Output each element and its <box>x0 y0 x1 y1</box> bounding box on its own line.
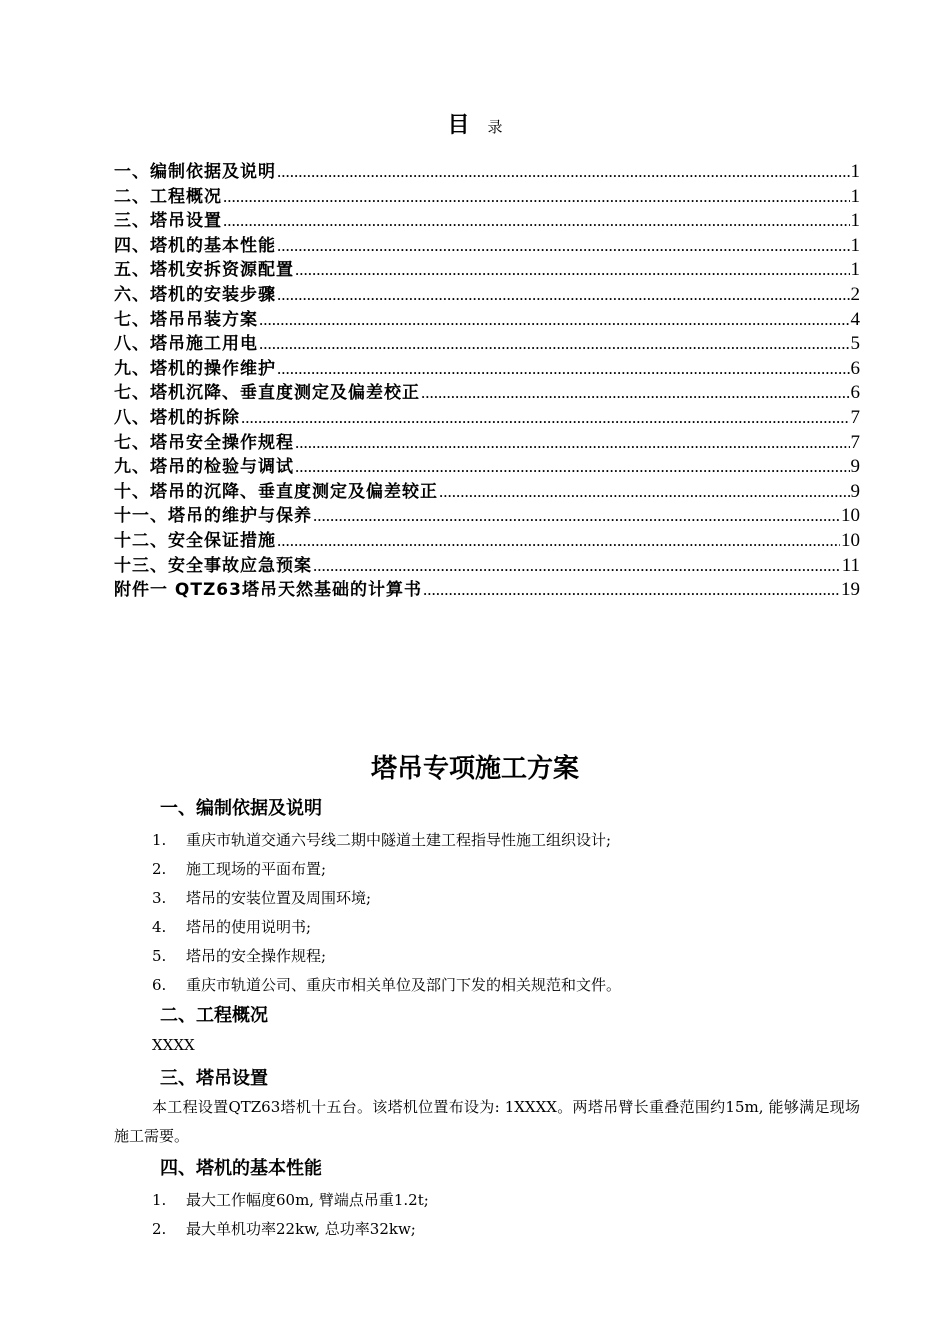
toc-heading <box>0 108 950 139</box>
list-item-number: 1. <box>152 1191 167 1209</box>
list-item <box>152 974 621 995</box>
list-item <box>152 887 371 908</box>
list-item-number: 3. <box>152 889 167 907</box>
overview-text: XXXX <box>152 1036 195 1054</box>
toc-leader-dots <box>439 480 850 505</box>
toc-entry[interactable] <box>114 406 860 431</box>
toc-entry-title: 二、工程概况 <box>114 186 222 207</box>
toc-leader-dots <box>295 431 850 456</box>
toc-entry[interactable] <box>114 504 860 529</box>
list-item <box>152 1218 416 1239</box>
toc-entry-title: 四、塔机的基本性能 <box>114 235 276 256</box>
toc-leader-dots <box>423 578 840 603</box>
toc-entry-page: 1 <box>850 259 860 281</box>
list-item-text: 最大工作幅度60m, 臂端点吊重1.2t; <box>186 1191 429 1209</box>
toc-leader-dots <box>223 209 850 234</box>
list-item <box>152 858 326 879</box>
toc-entry-page: 19 <box>841 579 860 601</box>
list-item-text: 塔吊的使用说明书; <box>186 918 312 936</box>
toc-entry[interactable] <box>114 578 860 603</box>
toc-leader-dots <box>259 332 850 357</box>
toc-entry[interactable] <box>114 455 860 480</box>
toc-entry[interactable] <box>114 480 860 505</box>
toc-leader-dots <box>295 455 850 480</box>
toc-entry-page: 10 <box>841 505 860 527</box>
toc-entry[interactable] <box>114 332 860 357</box>
setup-paragraph: 本工程设置QTZ63塔机十五台。该塔机位置布设为: 1XXXX。两塔吊臂长重叠范围约15m, 能够满足现场施工需要。 <box>114 1098 860 1145</box>
list-item-number: 5. <box>152 947 167 965</box>
toc-entry-page: 1 <box>850 185 860 207</box>
toc-entry-page: 9 <box>850 456 860 478</box>
toc-entry-title: 八、塔吊施工用电 <box>114 334 258 355</box>
toc-entry[interactable] <box>114 308 860 333</box>
toc-entry-title: 九、塔机的操作维护 <box>114 358 276 379</box>
toc-entry-page: 5 <box>850 333 860 355</box>
list-item-text: 塔吊的安装位置及周围环境; <box>186 889 372 907</box>
toc-entry-title: 七、塔吊吊装方案 <box>114 309 258 330</box>
toc-leader-dots <box>313 504 840 529</box>
toc-entry-title: 附件一 QTZ63塔吊天然基础的计算书 <box>114 580 422 601</box>
toc-entry[interactable] <box>114 283 860 308</box>
toc-entry-page: 7 <box>850 431 860 453</box>
toc-leader-dots <box>295 258 850 283</box>
toc-entry-title: 十二、安全保证措施 <box>114 530 276 551</box>
toc-entry-page: 6 <box>850 357 860 379</box>
list-item-number: 6. <box>152 976 167 994</box>
section-heading-basis: 一、编制依据及说明 <box>160 798 322 819</box>
list-item <box>152 829 611 850</box>
document-title: 塔吊专项施工方案 <box>370 754 579 784</box>
toc-entry-title: 七、塔机沉降、垂直度测定及偏差校正 <box>114 383 420 404</box>
toc-entry-page: 11 <box>841 554 860 576</box>
toc-leader-dots <box>241 406 850 431</box>
toc-leader-dots <box>421 381 850 406</box>
toc-leader-dots <box>259 308 850 333</box>
toc-entry-title: 十一、塔吊的维护与保养 <box>114 506 312 527</box>
toc-entry[interactable] <box>114 258 860 283</box>
toc-entry-title: 九、塔吊的检验与调试 <box>114 457 294 478</box>
list-item <box>152 916 311 937</box>
toc-entry[interactable] <box>114 554 860 579</box>
toc-entry-title: 六、塔机的安装步骤 <box>114 284 276 305</box>
toc-entry-page: 7 <box>850 406 860 428</box>
toc-entry-page: 2 <box>850 283 860 305</box>
list-item-text: 最大单机功率22kw, 总功率32kw; <box>186 1220 416 1238</box>
toc-entry[interactable] <box>114 234 860 259</box>
list-item-text: 施工现场的平面布置; <box>186 860 327 878</box>
toc-entry-page: 1 <box>850 234 860 256</box>
toc-entry-page: 1 <box>850 210 860 232</box>
toc-entry-title: 十、塔吊的沉降、垂直度测定及偏差较正 <box>114 481 438 502</box>
toc-leader-dots <box>277 357 850 382</box>
toc-leader-dots <box>277 160 850 185</box>
toc-entry[interactable] <box>114 431 860 456</box>
toc-leader-dots <box>223 185 850 210</box>
toc-entry[interactable] <box>114 529 860 554</box>
toc-entry[interactable] <box>114 160 860 185</box>
toc-entry-title: 七、塔吊安全操作规程 <box>114 432 294 453</box>
toc-entry-title: 八、塔机的拆除 <box>114 407 240 428</box>
toc-entry[interactable] <box>114 357 860 382</box>
toc-entry-page: 10 <box>841 529 860 551</box>
toc-leader-dots <box>277 529 840 554</box>
toc-entry-title: 五、塔机安拆资源配置 <box>114 260 294 281</box>
toc-entry[interactable] <box>114 381 860 406</box>
toc-entry[interactable] <box>114 185 860 210</box>
toc-heading-sub: 录 <box>487 118 503 136</box>
list-item-number: 2. <box>152 1220 167 1238</box>
toc-leader-dots <box>277 283 850 308</box>
toc-entry-page: 6 <box>850 382 860 404</box>
list-item <box>152 945 326 966</box>
list-item <box>152 1189 429 1210</box>
toc-entry-page: 9 <box>850 480 860 502</box>
toc-entry-page: 1 <box>850 161 860 182</box>
section-heading-overview: 二、工程概况 <box>160 1005 268 1026</box>
list-item-number: 4. <box>152 918 167 936</box>
list-item-text: 重庆市轨道交通六号线二期中隧道土建工程指导性施工组织设计; <box>186 831 612 849</box>
toc-leader-dots <box>313 554 841 579</box>
toc-entry-page: 4 <box>850 308 860 330</box>
toc-entry[interactable] <box>114 209 860 234</box>
section-heading-setup: 三、塔吊设置 <box>160 1068 268 1089</box>
list-item-number: 1. <box>152 831 167 849</box>
list-item-text: 重庆市轨道公司、重庆市相关单位及部门下发的相关规范和文件。 <box>186 976 622 994</box>
toc-entry-title: 十三、安全事故应急预案 <box>114 555 312 576</box>
toc-leader-dots <box>277 234 850 259</box>
toc-entry-title: 三、塔吊设置 <box>114 211 222 232</box>
section-heading-performance: 四、塔机的基本性能 <box>160 1158 322 1179</box>
list-item-number: 2. <box>152 860 167 878</box>
table-of-contents <box>114 160 860 603</box>
toc-entry-title: 一、编制依据及说明 <box>114 162 276 182</box>
toc-heading-main: 目 <box>447 113 470 138</box>
list-item-text: 塔吊的安全操作规程; <box>186 947 327 965</box>
